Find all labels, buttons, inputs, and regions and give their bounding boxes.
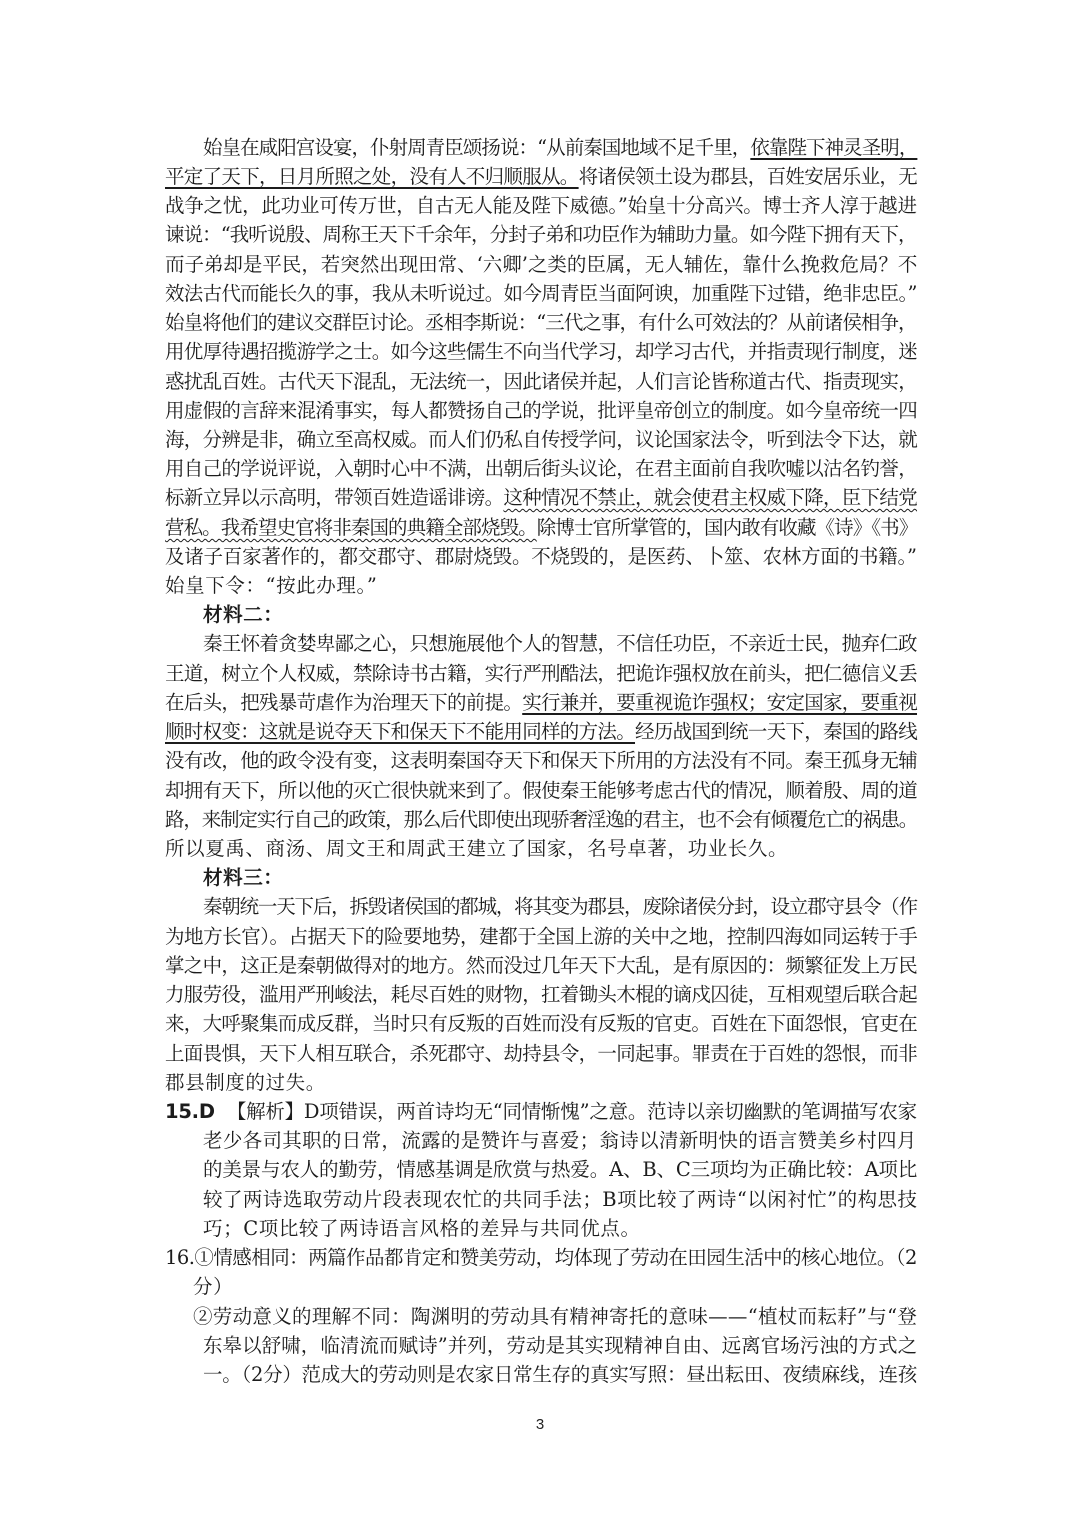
material1-line: 惑扰乱百姓。古代天下混乱，无法统一，因此诸侯并起，人们言论皆称道古代、指责现实，	[165, 370, 918, 393]
material2-line: 所以夏禹、商汤、周文王和周武王建立了国家，名号卓著，功业长久。	[165, 837, 789, 860]
material3-line: 力服劳役，滥用严刑峻法，耗尽百姓的财物，扛着锄头木棍的谪戍囚徒，互相观望后联合起	[165, 983, 918, 1006]
answer-line: ②劳动意义的理解不同：陶渊明的劳动具有精神寄托的意味——“植杖而耘耔”与“登	[193, 1305, 918, 1328]
material3-line: 郡县制度的过失。	[165, 1071, 326, 1094]
material1-line: 海，分辨是非，确立至高权威。而人们仍私自传授学问，议论国家法令，听到法令下达，就	[165, 428, 918, 451]
underlined-text: 依靠陛下神灵圣明，	[750, 136, 918, 159]
material2-heading: 材料二：	[203, 603, 284, 626]
underlined-text: 平定了天下，日月所照之处，没有人不归顺服从。	[165, 165, 579, 188]
material1-line: 平定了天下，日月所照之处，没有人不归顺服从。将诸侯领土设为郡县，百姓安居乐业，无	[165, 165, 918, 188]
material2-line: 路，来制定实行自己的政策，那么后代即使出现骄奢淫逸的君主，也不会有倾覆危亡的祸患。	[165, 808, 918, 831]
material1-line: 用自己的学说评说，入朝时心中不满，出朝后街头议论，在君主面前自我吹嘘以沽名钓誉，	[165, 457, 918, 480]
material1-line: 始皇下令：“按此办理。”	[165, 574, 378, 597]
material2-line: 秦王怀着贪婪卑鄙之心，只想施展他个人的智慧，不信任功臣，不亲近士民，抛弃仁政	[203, 632, 917, 655]
material1-line: 用优厚待遇招揽游学之士。如今这些儒生不向当代学习，却学习古代，并指责现行制度，迷	[165, 340, 918, 363]
wavy-underlined-text: 营私。我希望史官将非秦国的典籍全部烧毁。	[165, 516, 537, 539]
material1-line: 标新立异以示高明，带领百姓造谣诽谤。这种情况不禁止，就会使君主权威下降，臣下结党	[165, 486, 918, 509]
answer-line: 的美景与农人的勤劳，情感基调是欣赏与热爱。A、B、C三项均为正确比较：A项比	[203, 1158, 918, 1181]
underlined-text: 顺时权变：这就是说夺天下和保天下不能用同样的方法。	[165, 720, 636, 743]
material2-line: 在后头，把残暴苛虐作为治理天下的前提。实行兼并，要重视诡诈强权；安定国家，要重视	[165, 691, 918, 714]
answer-line: 东皋以舒啸，临清流而赋诗”并列，劳动是其实现精神自由、远离官场污浊的方式之	[203, 1334, 918, 1357]
material1-line: 效法古代而能长久的事，我从未听说过。如今周青臣当面阿谀，加重陛下过错，绝非忠臣。”	[165, 282, 917, 305]
underlined-text: 实行兼并，要重视诡诈强权；安定国家，要重视	[522, 691, 918, 714]
question-15: 15.D 【解析】D项错误，两首诗均无“同情惭愧”之意。范诗以亲切幽默的笔调描写农家	[165, 1100, 917, 1123]
material1-line: 始皇将他们的建议交群臣讨论。丞相李斯说：“三代之事，有什么可效法的？从前诸侯相争，	[165, 311, 917, 334]
material1-line: 战争之忧，此功业可传万世，自古无人能及陛下威德。”始皇十分高兴。博士齐人淳于越进	[165, 194, 917, 217]
answer-line: 一。（2分）范成大的劳动则是农家日常生存的真实写照：昼出耘田、夜绩麻线，连孩	[203, 1363, 917, 1386]
answer-line: 较了两诗选取劳动片段表现农忙的共同手法；B项比较了两诗“以闲衬忙”的构思技	[203, 1188, 918, 1211]
material3-line: 掌之中，这正是秦朝做得对的地方。然而没过几年天下大乱，是有原因的：频繁征发上万民	[165, 954, 918, 977]
material3-heading: 材料三：	[203, 866, 284, 889]
page-number: 3	[535, 1416, 545, 1433]
material1-line: 营私。我希望史官将非秦国的典籍全部烧毁。除博士官所掌管的，国内敢有收藏《诗》《书》	[165, 516, 918, 539]
material1-line: 而子弟却是平民，若突然出现田常、‘六卿’之类的臣属，无人辅佐，靠什么挽救危局？不	[165, 253, 918, 276]
material1-line: 始皇在咸阳宫设宴，仆射周青臣颂扬说：“从前秦国地域不足千里，依靠陛下神灵圣明，	[203, 136, 918, 159]
question-16: 16.①情感相同：两篇作品都肯定和赞美劳动，均体现了劳动在田园生活中的核心地位。（2	[165, 1246, 917, 1269]
material1-line: 用虚假的言辞来混淆事实，每人都赞扬自己的学说，批评皇帝创立的制度。如今皇帝统一四	[165, 399, 918, 422]
material3-line: 秦朝统一天下后，拆毁诸侯国的都城，将其变为郡县，废除诸侯分封，设立郡守县令（作	[203, 895, 917, 918]
material1-line: 及诸子百家著作的，都交郡守、郡尉烧毁。不烧毁的，是医药、卜筮、农林方面的书籍。”	[165, 545, 917, 568]
material3-line: 为地方长官）。占据天下的险要地势，建都于全国上游的关中之地，控制四海如同运转于手	[165, 925, 918, 948]
material3-line: 上面畏惧，天下人相互联合，杀死郡守、劫持县令，一同起事。罪责在于百姓的怨恨，而非	[165, 1042, 918, 1065]
material2-line: 王道，树立个人权威，禁除诗书古籍，实行严刑酷法，把诡诈强权放在前头，把仁德信义丢	[165, 662, 918, 685]
material2-line: 没有改，他的政令没有变，这表明秦国夺天下和保天下所用的方法没有不同。秦王孤身无辅	[165, 749, 918, 772]
material1-line: 谏说：“我听说殷、周称王天下千余年，分封子弟和功臣作为辅助力量。如今陛下拥有天下，	[165, 223, 917, 246]
question-number: 16.	[165, 1246, 195, 1269]
material2-line: 却拥有天下，所以他的灭亡很快就来到了。假使秦王能够考虑古代的情况，顺着殷、周的道	[165, 779, 918, 802]
answer-line: 老少各司其职的日常，流露的是赞许与喜爱；翁诗以清新明快的语言赞美乡村四月	[203, 1129, 917, 1152]
answer-line: 分）	[193, 1275, 234, 1298]
wavy-underlined-text: 这种情况不禁止，就会使君主权威下降，臣下结党	[503, 486, 918, 509]
material3-line: 来，大呼聚集而成反群，当时只有反叛的百姓而没有反叛的官吏。百姓在下面怨恨，官吏在	[165, 1012, 918, 1035]
material2-line: 顺时权变：这就是说夺天下和保天下不能用同样的方法。经历战国到统一天下，秦国的路线	[165, 720, 918, 743]
answer-line: 巧；C项比较了两诗语言风格的差异与共同优点。	[203, 1217, 641, 1240]
question-number: 15.D	[165, 1100, 215, 1123]
